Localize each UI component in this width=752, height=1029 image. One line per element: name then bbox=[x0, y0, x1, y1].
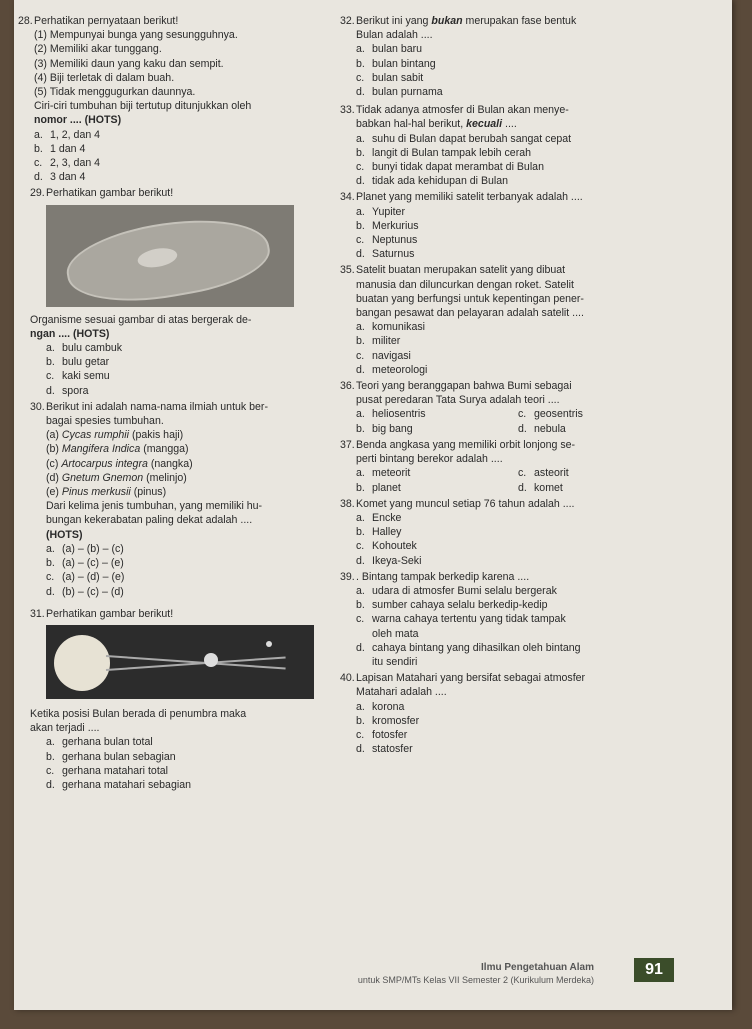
sun-shape bbox=[54, 635, 110, 691]
question-stem: Benda angkasa yang memiliki orbit lonjong se- bbox=[356, 438, 576, 451]
question-28 bbox=[18, 14, 348, 184]
question-prompt: bungan kekerabatan paling dekat adalah .... bbox=[46, 514, 253, 527]
book-subtitle: untuk SMP/MTs Kelas VII Semester 2 (Kurikulum Merdeka) bbox=[357, 975, 594, 985]
question-number: 28. bbox=[18, 15, 33, 27]
question-stem: bagai spesies tumbuhan. bbox=[46, 415, 164, 428]
option: c. navigasi bbox=[356, 349, 411, 362]
option: b. 1 dan 4 bbox=[34, 142, 86, 155]
question-stem: pusat peredaran Tata Surya adalah teori .... bbox=[356, 394, 560, 407]
question-33 bbox=[340, 103, 680, 188]
question-number: 38. bbox=[340, 497, 355, 510]
statement: (5) Tidak menggugurkan daunnya. bbox=[34, 86, 196, 99]
question-stem: manusia dan diluncurkan dengan roket. Satelit bbox=[356, 278, 574, 291]
question-number: 36. bbox=[340, 380, 355, 393]
option: c. gerhana matahari total bbox=[46, 764, 169, 777]
question-prompt: Ciri-ciri tumbuhan biji tertutup ditunjukkan oleh bbox=[34, 100, 252, 113]
question-stem: perti bintang berekor adalah .... bbox=[356, 453, 503, 466]
question-stem: Perhatikan gambar berikut! bbox=[46, 187, 174, 200]
option: a. bulan baru bbox=[356, 43, 423, 56]
option: a. 1, 2, dan 4 bbox=[34, 128, 101, 141]
option: c. Kohoutek bbox=[356, 540, 417, 553]
option: c. bulan sabit bbox=[356, 71, 424, 84]
option: d. Ikeya-Seki bbox=[356, 554, 422, 567]
question-prompt: ngan .... (HOTS) bbox=[30, 327, 110, 340]
species-item: (a) Cycas rumphii (pakis haji) bbox=[46, 429, 184, 442]
option: b. militer bbox=[356, 335, 401, 348]
option: b. bulan bintang bbox=[356, 57, 436, 70]
option: b. gerhana bulan sebagian bbox=[46, 750, 176, 763]
option: d. statosfer bbox=[356, 743, 413, 756]
option: b. big bang bbox=[356, 422, 413, 435]
option: b. (a) – (c) – (e) bbox=[46, 557, 124, 570]
species-item: (d) Gnetum Gnemon (melinjo) bbox=[46, 471, 187, 484]
option: c. (a) – (d) – (e) bbox=[46, 571, 125, 584]
question-39 bbox=[340, 570, 680, 669]
option: b. bulu getar bbox=[46, 356, 110, 369]
question-stem: Satelit buatan merupakan satelit yang dibuat bbox=[356, 264, 566, 277]
option: d. nebula bbox=[518, 422, 566, 435]
question-prompt: nomor .... (HOTS) bbox=[34, 114, 122, 127]
option: itu sendiri bbox=[372, 655, 418, 668]
question-stem: . Bintang tampak berkedip karena .... bbox=[356, 570, 530, 583]
species-item: (c) Artocarpus integra (nangka) bbox=[46, 457, 193, 470]
option: a. komunikasi bbox=[356, 321, 425, 334]
earth-shape bbox=[204, 653, 218, 667]
question-number: 32. bbox=[340, 15, 355, 27]
eclipse-diagram bbox=[46, 625, 314, 699]
moon-shape bbox=[266, 641, 272, 647]
question-prompt: Organisme sesuai gambar di atas bergerak de- bbox=[30, 313, 252, 326]
option: d. cahaya bintang yang dihasilkan oleh bintang bbox=[356, 641, 581, 654]
option: a. meteorit bbox=[356, 467, 411, 480]
book-title: Ilmu Pengetahuan Alam bbox=[481, 962, 594, 973]
option: a. gerhana bulan total bbox=[46, 736, 153, 749]
question-number: 30. bbox=[30, 400, 45, 413]
right-column bbox=[340, 14, 680, 756]
option: oleh mata bbox=[372, 627, 419, 640]
question-number: 33. bbox=[340, 104, 355, 117]
question-32 bbox=[340, 14, 680, 99]
question-stem: Planet yang memiliki satelit terbanyak adalah .... bbox=[356, 191, 583, 204]
option-row bbox=[340, 422, 680, 436]
species-item: (e) Pinus merkusii (pinus) bbox=[46, 486, 167, 499]
option: b. sumber cahaya selalu berkedip-kedip bbox=[356, 599, 548, 612]
question-prompt: Dari kelima jenis tumbuhan, yang memiliki hu- bbox=[46, 500, 263, 513]
statement: (3) Memiliki daun yang kaku dan sempit. bbox=[34, 57, 224, 70]
option: d. bulan purnama bbox=[356, 86, 443, 99]
question-stem: Lapisan Matahari yang bersifat sebagai atmosfer bbox=[356, 672, 586, 685]
page-footer bbox=[334, 962, 654, 986]
option: c. fotosfer bbox=[356, 728, 408, 741]
question-40 bbox=[340, 671, 680, 756]
question-37 bbox=[340, 438, 680, 495]
question-stem: Tidak adanya atmosfer di Bulan akan menye- bbox=[356, 104, 569, 117]
question-number: 40. bbox=[340, 672, 355, 685]
statement: (4) Biji terletak di dalam buah. bbox=[34, 71, 175, 84]
option: d. Saturnus bbox=[356, 248, 415, 261]
microorganism-image bbox=[46, 205, 294, 307]
question-stem: Matahari adalah .... bbox=[356, 686, 447, 699]
option: c. Neptunus bbox=[356, 234, 418, 247]
option: d. tidak ada kehidupan di Bulan bbox=[356, 175, 509, 188]
question-36 bbox=[340, 379, 680, 436]
option: d. (b) – (c) – (d) bbox=[46, 585, 124, 598]
question-stem: Teori yang beranggapan bahwa Bumi sebagai bbox=[356, 380, 572, 393]
option: d. 3 dan 4 bbox=[34, 171, 86, 184]
left-column bbox=[18, 14, 348, 792]
question-38 bbox=[340, 497, 680, 568]
option: c. kaki semu bbox=[46, 370, 110, 383]
question-stem: Berikut ini adalah nama-nama ilmiah untuk ber- bbox=[46, 400, 268, 413]
question-prompt: akan terjadi .... bbox=[30, 722, 100, 735]
question-34 bbox=[340, 190, 680, 261]
option: a. udara di atmosfer Bumi selalu bergerak bbox=[356, 584, 557, 597]
option: d. komet bbox=[518, 481, 563, 494]
nucleus-shape bbox=[136, 245, 179, 270]
option: c. warna cahaya tertentu yang tidak tampak bbox=[356, 613, 566, 626]
question-35 bbox=[340, 263, 680, 377]
species-item: (b) Mangifera Indica (mangga) bbox=[46, 443, 189, 456]
option: b. kromosfer bbox=[356, 714, 420, 727]
option: a. Yupiter bbox=[356, 205, 405, 218]
option: c. asteorit bbox=[518, 467, 569, 480]
question-number: 34. bbox=[340, 191, 355, 204]
question-number: 29. bbox=[30, 187, 45, 200]
question-30 bbox=[30, 400, 348, 599]
option-row bbox=[340, 481, 680, 495]
question-number: 31. bbox=[30, 607, 45, 620]
option: c. 2, 3, dan 4 bbox=[34, 157, 101, 170]
question-stem: bangan pesawat dan pelayaran adalah satelit .... bbox=[356, 307, 584, 320]
question-stem: Komet yang muncul setiap 76 tahun adalah .... bbox=[356, 497, 575, 510]
page-number: 91 bbox=[634, 958, 674, 982]
option: d. meteorologi bbox=[356, 363, 428, 376]
option: a. bulu cambuk bbox=[46, 342, 123, 355]
option: d. gerhana matahari sebagian bbox=[46, 778, 191, 791]
question-prompt: Ketika posisi Bulan berada di penumbra maka bbox=[30, 707, 247, 720]
question-stem: Berikut ini yang bukan merupakan fase bentuk bbox=[356, 15, 577, 27]
question-29 bbox=[30, 186, 348, 397]
option: c. geosentris bbox=[518, 408, 583, 421]
question-31 bbox=[30, 607, 348, 792]
question-number: 39. bbox=[340, 570, 355, 583]
option: a. (a) – (b) – (c) bbox=[46, 542, 124, 555]
option: a. korona bbox=[356, 700, 405, 713]
question-stem: Perhatikan pernyataan berikut! bbox=[34, 15, 179, 27]
option: c. bunyi tidak dapat merambat di Bulan bbox=[356, 161, 544, 174]
question-prompt: (HOTS) bbox=[46, 528, 83, 541]
question-stem: buatan yang berfungsi untuk kepentingan pener- bbox=[356, 292, 584, 305]
question-stem: Bulan adalah .... bbox=[356, 29, 433, 42]
option: a. suhu di Bulan dapat berubah sangat cepat bbox=[356, 132, 572, 145]
question-number: 35. bbox=[340, 264, 355, 277]
option: a. heliosentris bbox=[356, 408, 426, 421]
option-row bbox=[340, 466, 680, 480]
cell-shape bbox=[61, 205, 275, 313]
option: a. Encke bbox=[356, 511, 402, 524]
statement: (1) Mempunyai bunga yang sesungguhnya. bbox=[34, 29, 238, 42]
question-number: 37. bbox=[340, 438, 355, 451]
option: b. langit di Bulan tampak lebih cerah bbox=[356, 146, 532, 159]
option: b. Merkurius bbox=[356, 219, 419, 232]
option: b. Halley bbox=[356, 526, 402, 539]
question-stem: Perhatikan gambar berikut! bbox=[46, 607, 174, 620]
question-stem: babkan hal-hal berikut, kecuali .... bbox=[356, 118, 517, 131]
option-row bbox=[340, 407, 680, 421]
textbook-page bbox=[14, 0, 732, 1010]
statement: (2) Memiliki akar tunggang. bbox=[34, 43, 162, 56]
option: b. planet bbox=[356, 481, 401, 494]
option: d. spora bbox=[46, 384, 89, 397]
